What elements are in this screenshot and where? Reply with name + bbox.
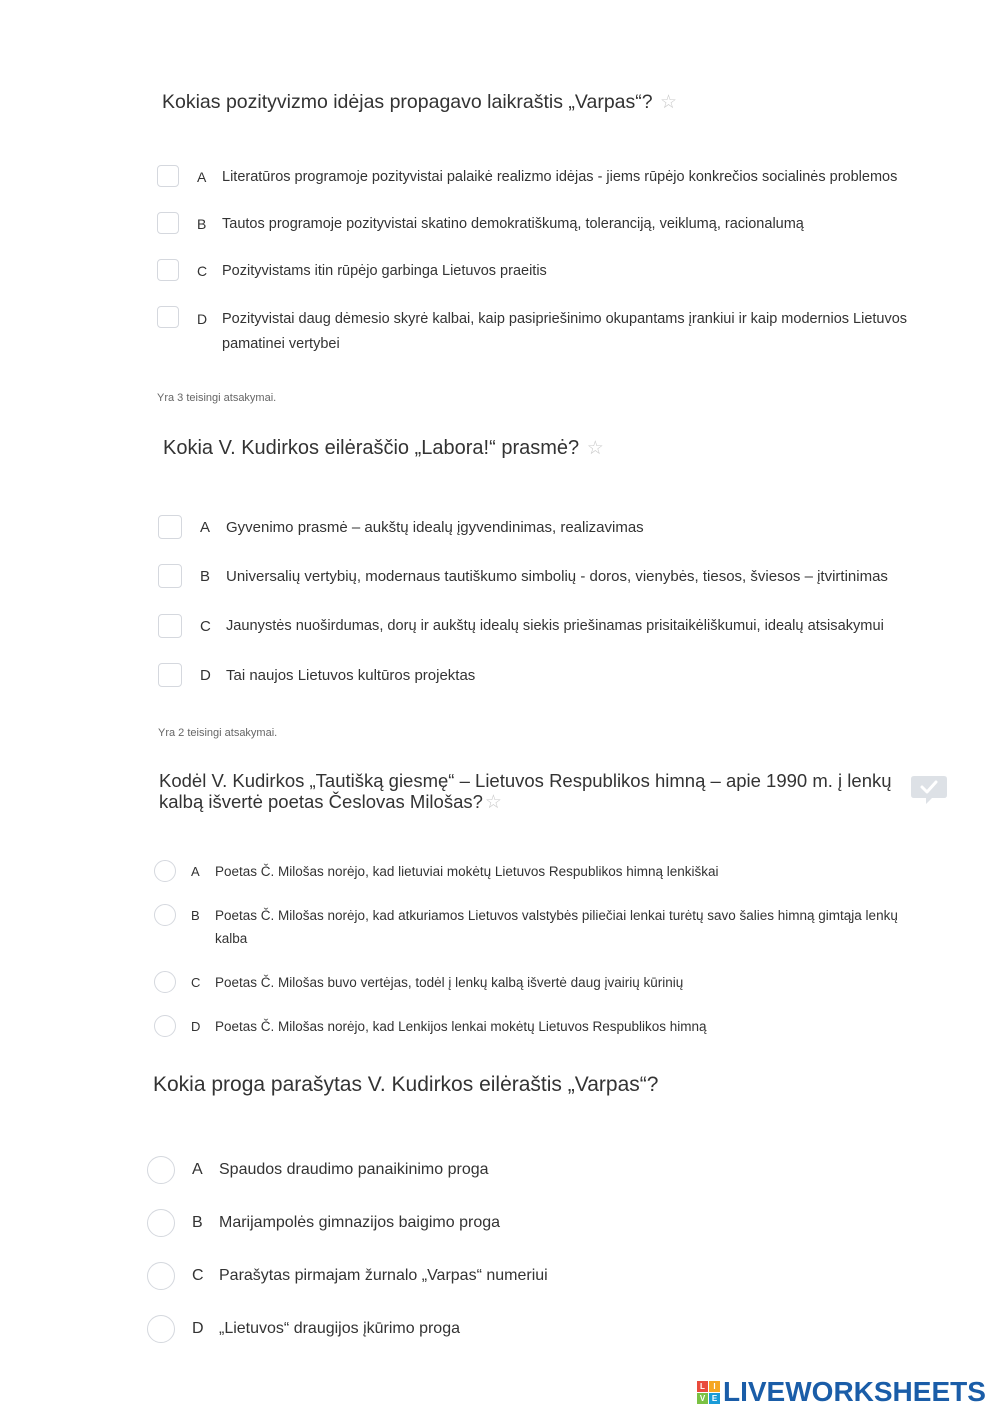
star-icon[interactable]: ☆ xyxy=(484,792,502,813)
option-text: Parašytas pirmajam žurnalo „Varpas“ numeriui xyxy=(219,1267,548,1284)
radio-q4-b[interactable] xyxy=(147,1209,175,1237)
option-letter: D xyxy=(197,311,208,327)
option-letter: B xyxy=(192,1214,203,1231)
liveworksheets-logo xyxy=(697,1376,986,1408)
logo-icon xyxy=(697,1381,720,1404)
option-letter: B xyxy=(197,216,207,232)
option-letter: C xyxy=(200,618,211,635)
logo-letter: L xyxy=(697,1381,708,1392)
option-text-cont: pamatinei vertybei xyxy=(222,336,340,352)
radio-q3-c[interactable] xyxy=(154,971,176,993)
option-text: Gyvenimo prasmė – aukštų idealų įgyvendinimas, realizavimas xyxy=(226,519,644,536)
option-letter: D xyxy=(191,1019,201,1034)
option-text: Universalių vertybių, modernaus tautiškumo simbolių - doros, vienybės, tiesos, šviesos – įtvirtinimas xyxy=(226,568,888,585)
option-letter: B xyxy=(191,908,200,923)
radio-q4-a[interactable] xyxy=(147,1156,175,1184)
question-2-text: Kokia V. Kudirkos eilėraščio „Labora!“ prasmė? xyxy=(163,437,580,459)
option-text: Spaudos draudimo panaikinimo proga xyxy=(219,1161,489,1178)
radio-q3-a[interactable] xyxy=(154,860,176,882)
logo-letter: E xyxy=(709,1393,720,1404)
option-text: Pozityvistams itin rūpėjo garbinga Lietuvos praeitis xyxy=(222,263,547,279)
option-letter: C xyxy=(197,263,208,279)
answer-hint: Yra 2 teisingi atsakymai. xyxy=(158,727,278,739)
option-text: Pozityvistai daug dėmesio skyrė kalbai, kaip pasipriešinimo okupantams įrankiui ir kaip modernios Lietuvos xyxy=(222,311,908,327)
checkbox-q2-a[interactable] xyxy=(158,515,182,539)
logo-text: LIVEWORKSHEETS xyxy=(723,1376,986,1407)
star-icon[interactable]: ☆ xyxy=(660,92,678,113)
option-letter: A xyxy=(191,864,200,879)
option-text: Jaunystės nuoširdumas, dorų ir aukštų idealų siekis priešinamas prisitaikėliškumui, idealų atsisakymui xyxy=(226,618,884,634)
question-4-title: Kokia proga parašytas V. Kudirkos eilėraštis „Varpas“? xyxy=(153,1073,659,1096)
option-letter: A xyxy=(192,1161,203,1178)
question-1-text: Kokias pozityvizmo idėjas propagavo laikraštis „Varpas“? xyxy=(162,91,653,113)
option-text-cont: kalba xyxy=(215,931,248,946)
option-text: Poetas Č. Milošas norėjo, kad Lenkijos lenkai mokėtų Lietuvos Respublikos himną xyxy=(215,1019,707,1034)
option-text: „Lietuvos“ draugijos įkūrimo proga xyxy=(219,1320,460,1337)
option-letter: A xyxy=(200,519,211,536)
option-letter: C xyxy=(192,1267,204,1284)
option-text: Tai naujos Lietuvos kultūros projektas xyxy=(226,667,476,684)
question-2-title xyxy=(163,437,604,460)
question-3-line1: Kodėl V. Kudirkos „Tautišką giesmę“ – Lietuvos Respublikos himną – apie 1990 m. į lenkų xyxy=(159,770,892,791)
option-text: Literatūros programoje pozityvistai palaikė realizmo idėjas - jiems rūpėjo konkrečios socialinės problemos xyxy=(222,169,898,185)
question-1-title xyxy=(162,91,677,114)
star-icon[interactable]: ☆ xyxy=(586,438,604,459)
checkbox-q1-c[interactable] xyxy=(157,259,179,281)
option-letter: D xyxy=(192,1320,204,1337)
radio-q4-d[interactable] xyxy=(147,1315,175,1343)
option-text: Poetas Č. Milošas buvo vertėjas, todėl į lenkų kalbą išvertė daug įvairių kūrinių xyxy=(215,975,684,990)
checkbox-q1-a[interactable] xyxy=(157,165,179,187)
option-letter: D xyxy=(200,667,211,684)
question-3-title xyxy=(159,770,892,813)
option-letter: C xyxy=(191,975,201,990)
logo-letter: I xyxy=(709,1381,720,1392)
option-letter: A xyxy=(197,169,207,185)
radio-q4-c[interactable] xyxy=(147,1262,175,1290)
option-text: Marijampolės gimnazijos baigimo proga xyxy=(219,1214,501,1231)
checkbox-q2-b[interactable] xyxy=(158,564,182,588)
question-3-line2: kalbą išvertė poetas Česlovas Milošas? xyxy=(159,791,483,812)
chat-check-icon[interactable] xyxy=(910,774,948,811)
answer-hint: Yra 3 teisingi atsakymai. xyxy=(157,392,277,404)
radio-q3-b[interactable] xyxy=(154,904,176,926)
option-text: Poetas Č. Milošas norėjo, kad atkuriamos Lietuvos valstybės piliečiai lenkai turėtų savo šalies himną gimtąja lenkų xyxy=(215,908,898,923)
checkbox-q1-b[interactable] xyxy=(157,212,179,234)
logo-letter: V xyxy=(697,1393,708,1404)
radio-q3-d[interactable] xyxy=(154,1015,176,1037)
checkbox-q2-c[interactable] xyxy=(158,614,182,638)
checkbox-q1-d[interactable] xyxy=(157,306,179,328)
option-letter: B xyxy=(200,568,211,585)
checkbox-q2-d[interactable] xyxy=(158,663,182,687)
option-text: Tautos programoje pozityvistai skatino demokratiškumą, toleranciją, veiklumą, racionalumą xyxy=(222,216,804,232)
option-text: Poetas Č. Milošas norėjo, kad lietuviai mokėtų Lietuvos Respublikos himną lenkiškai xyxy=(215,864,719,879)
